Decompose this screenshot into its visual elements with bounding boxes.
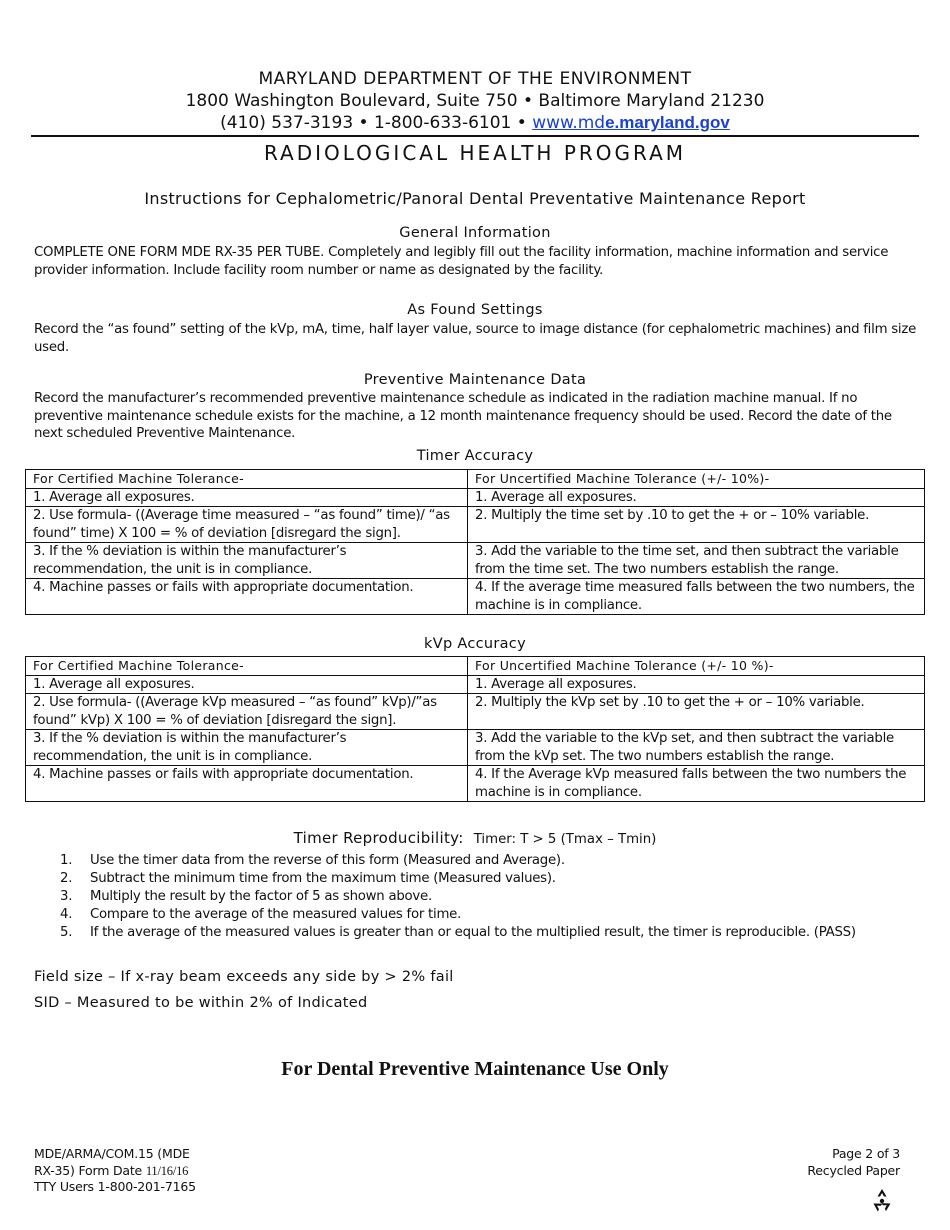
step-text: Compare to the average of the measured values for time. [90, 907, 462, 922]
timer-accuracy-title: Timer Accuracy [416, 448, 534, 464]
table-cell: 3. If the % deviation is within the manufacturer’s recommendation, the unit is in compliance. [26, 543, 468, 579]
header-rule [31, 135, 919, 137]
agency-phones: (410) 537-3193 • 1-800-633-6101 • [220, 113, 533, 133]
form-id-line2 [34, 1163, 196, 1180]
use-only-banner: For Dental Preventive Maintenance Use Only [281, 1058, 669, 1080]
step-text: Subtract the minimum time from the maximum time (Measured values). [90, 871, 556, 886]
instructions-title: Instructions for Cephalometric/Panoral Dental Preventative Maintenance Report [144, 189, 806, 208]
reproducibility-title [0, 829, 950, 847]
agency-contact [0, 113, 950, 133]
agency-name: MARYLAND DEPARTMENT OF THE ENVIRONMENT [258, 69, 692, 89]
table-cell: 3. Add the variable to the time set, and then subtract the variable from the time set. The two numbers establish the range. [468, 543, 925, 579]
general-info-text: COMPLETE ONE FORM MDE RX-35 PER TUBE. Completely and legibly fill out the facility information, machine information and service provider information. Include facility room number or name as designated by the facility. [34, 245, 889, 278]
table-cell: 4. If the average time measured falls between the two numbers, the machine is in compliance. [468, 579, 925, 615]
timer-accuracy-table [25, 469, 925, 615]
reproducibility-formula: Timer: T > 5 (Tmax – Tmin) [473, 832, 657, 847]
table-cell: 4. Machine passes or fails with appropriate documentation. [26, 579, 468, 615]
general-info-title: General Information [399, 225, 551, 241]
step-number: 2. [60, 871, 73, 886]
step-number: 4. [60, 907, 73, 922]
step-text: If the average of the measured values is greater than or equal to the multiplied result, the timer is reproducible. (PASS) [90, 925, 856, 940]
as-found-text: Record the “as found” setting of the kVp, mA, time, half layer value, source to image distance (for cephalometric machines) and film size used. [34, 322, 917, 355]
table-cell: 3. If the % deviation is within the manufacturer’s recommendation, the unit is in compliance. [26, 730, 468, 766]
step-text: Multiply the result by the factor of 5 as shown above. [90, 889, 432, 904]
form-date: 11/16/16 [145, 1163, 189, 1178]
sid-note: SID – Measured to be within 2% of Indicated [34, 995, 368, 1011]
header-certified: For Certified Machine Tolerance- [26, 470, 468, 489]
pm-data-title: Preventive Maintenance Data [363, 372, 587, 388]
table-row [26, 675, 925, 694]
header-uncertified: For Uncertified Machine Tolerance (+/- 10 %)- [468, 657, 925, 676]
table-cell: 1. Average all exposures. [468, 675, 925, 694]
step-text: Use the timer data from the reverse of this form (Measured and Average). [90, 853, 565, 868]
table-cell: 4. Machine passes or fails with appropriate documentation. [26, 766, 468, 802]
table-row [26, 766, 925, 802]
table-header-row [26, 657, 925, 676]
form-id-prefix: RX-35) Form Date [34, 1162, 146, 1178]
form-id-line1: MDE/ARMA/COM.15 (MDE [34, 1146, 190, 1161]
reproducibility-heading: Timer Reproducibility: [293, 829, 464, 847]
form-identifier [34, 1146, 196, 1196]
list-item [0, 852, 856, 870]
recycled-paper-label: Recycled Paper [807, 1162, 900, 1178]
table-cell: 3. Add the variable to the kVp set, and then subtract the variable from the kVp set. The two numbers establish the range. [468, 730, 925, 766]
tty-line: TTY Users 1-800-201-7165 [34, 1179, 196, 1194]
recycle-icon [869, 1186, 895, 1212]
list-item [0, 906, 856, 924]
program-title: RADIOLOGICAL HEALTH PROGRAM [263, 141, 687, 165]
pm-data-text: Record the manufacturer’s recommended preventive maintenance schedule as indicated in the radiation machine manual. If no preventive maintenance schedule exists for the machine, a 12 month maintenance frequency should be used. Record the date of the next scheduled Preventive Maintenance. [34, 391, 892, 441]
website-domain: e.maryland.gov [605, 113, 730, 132]
table-row [26, 694, 925, 730]
table-cell: 1. Average all exposures. [26, 488, 468, 507]
table-cell: 2. Use formula- ((Average kVp measured – “as found” kVp)/”as found” kVp) X 100 = % of deviation [disregard the sign]. [26, 694, 468, 730]
table-cell: 2. Use formula- ((Average time measured – “as found” time)/ “as found” time) X 100 = % of deviation [disregard the sign]. [26, 507, 468, 543]
kvp-accuracy-table [25, 656, 925, 802]
step-number: 1. [60, 853, 73, 868]
table-row [26, 579, 925, 615]
reproducibility-steps [0, 852, 856, 942]
header-uncertified: For Uncertified Machine Tolerance (+/- 10%)- [468, 470, 925, 489]
table-row [26, 488, 925, 507]
list-item [0, 888, 856, 906]
table-cell: 2. Multiply the kVp set by .10 to get the + or – 10% variable. [468, 694, 925, 730]
agency-address: 1800 Washington Boulevard, Suite 750 • Baltimore Maryland 21230 [185, 91, 765, 111]
table-row [26, 543, 925, 579]
field-size-note: Field size – If x-ray beam exceeds any side by > 2% fail [34, 969, 454, 985]
header-certified: For Certified Machine Tolerance- [26, 657, 468, 676]
page-number: Page 2 of 3 [832, 1146, 900, 1161]
list-item [0, 924, 856, 942]
list-item [0, 870, 856, 888]
table-cell: 4. If the Average kVp measured falls between the two numbers the machine is in compliance. [468, 766, 925, 802]
table-row [26, 507, 925, 543]
agency-website-link[interactable] [532, 113, 730, 133]
step-number: 3. [60, 889, 73, 904]
table-row [26, 730, 925, 766]
as-found-title: As Found Settings [407, 302, 543, 318]
website-prefix: www.md [532, 113, 606, 133]
page-info [807, 1146, 900, 1179]
table-header-row [26, 470, 925, 489]
step-number: 5. [60, 925, 73, 940]
kvp-accuracy-title: kVp Accuracy [424, 636, 526, 652]
table-cell: 1. Average all exposures. [468, 488, 925, 507]
table-cell: 2. Multiply the time set by .10 to get the + or – 10% variable. [468, 507, 925, 543]
table-cell: 1. Average all exposures. [26, 675, 468, 694]
